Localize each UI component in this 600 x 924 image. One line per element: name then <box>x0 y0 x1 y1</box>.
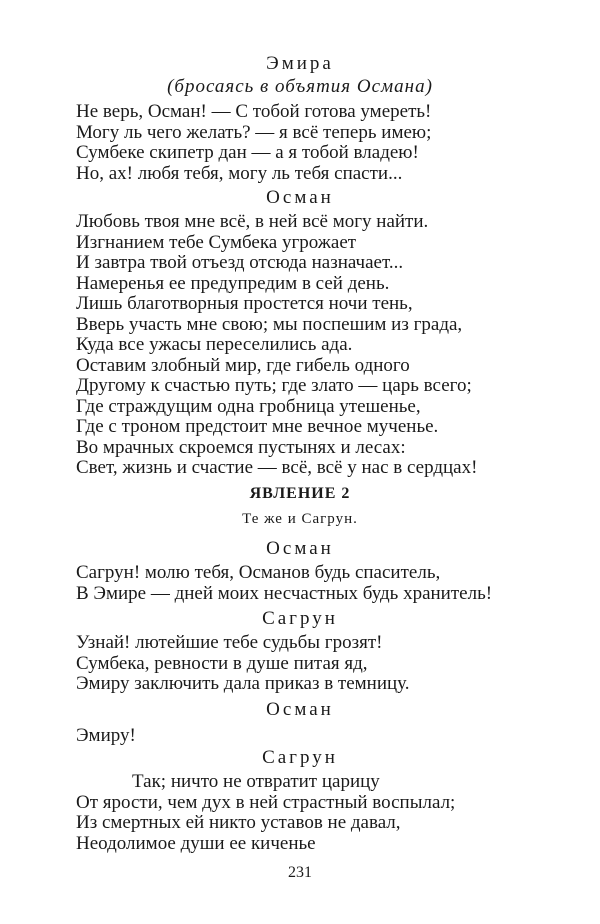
verse-line: Куда все ужасы переселились ада. <box>76 334 353 355</box>
verse-lines <box>0 102 600 184</box>
speaker-name: Эмира <box>266 53 334 74</box>
verse-lines <box>0 772 600 854</box>
verse-line: Оставим злобный мир, где гибель одного <box>76 354 410 376</box>
speaker-name: Осман <box>266 538 334 559</box>
verse-line: В Эмире — дней моих несчастных будь хранитель! <box>76 582 493 604</box>
speech-block-osman <box>0 187 600 479</box>
verse-lines <box>0 633 600 695</box>
verse-lines <box>0 563 600 604</box>
verse-line: Не верь, Осман! — С тобой готова умереть! <box>76 101 432 122</box>
verse-line: Неодолимое души ее киченье <box>76 832 316 854</box>
speech-block-osman-3 <box>0 699 600 747</box>
verse-line: Лишь благотворныя простется ночи тень, <box>76 293 413 314</box>
verse-line: Узнай! лютейшие тебе судьбы грозят! <box>76 632 383 653</box>
scene-heading <box>0 484 600 529</box>
verse-lines <box>0 726 600 747</box>
stage-direction: (бросаясь в объятия Османа) <box>167 76 433 97</box>
verse-line: Где страждущим одна гробница утешенье, <box>76 395 421 417</box>
speaker-name: Осман <box>266 187 334 208</box>
scene-title: ЯВЛЕНИЕ 2 <box>249 485 351 502</box>
verse-line: Намеренья ее предупредим в сей день. <box>76 272 390 294</box>
verse-line: Сумбеке скипетр дан — а я тобой владею! <box>76 142 419 163</box>
speech-block-emira <box>0 53 600 184</box>
speech-block-osman-2 <box>0 538 600 604</box>
verse-line: Эмиру заключить дала приказ в темницу. <box>76 673 410 694</box>
scene-characters: Те же и Сагрун. <box>242 511 358 527</box>
verse-line: Сумбека, ревности в душе питая яд, <box>76 652 368 674</box>
verse-line: И завтра твой отъезд отсюда назначает... <box>76 252 404 273</box>
verse-line: Вверь участь мне свою; мы поспешим из града, <box>76 313 463 335</box>
verse-line: Из смертных ей никто уставов не давал, <box>76 812 401 833</box>
verse-line: Эмиру! <box>76 725 136 746</box>
speaker-name: Осман <box>266 699 334 720</box>
verse-line: Другому к счастью путь; где злато — царь всего; <box>76 375 472 396</box>
verse-line: Так; ничто не отвратит царицу <box>132 771 380 792</box>
verse-line: От ярости, чем дух в ней страстный воспылал; <box>76 791 456 813</box>
verse-line: Во мрачных скроемся пустынях и лесах: <box>76 436 406 458</box>
speaker-name: Сагрун <box>262 747 338 768</box>
verse-line: Но, ах! любя тебя, могу ль тебя спасти... <box>76 162 403 184</box>
verse-line: Любовь твоя мне всё, в ней всё могу найти. <box>76 211 429 232</box>
verse-line: Изгнанием тебе Сумбека угрожает <box>76 231 357 253</box>
verse-lines <box>0 212 600 479</box>
page-number: 231 <box>288 864 312 881</box>
verse-line: Могу ль чего желать? — я всё теперь имею; <box>76 121 432 143</box>
verse-line: Свет, жизнь и счастие — всё, всё у нас в сердцах! <box>76 457 478 478</box>
speech-block-sagrun <box>0 608 600 695</box>
speech-block-sagrun-2 <box>0 747 600 854</box>
speaker-name: Сагрун <box>262 608 338 629</box>
verse-line: Сагрун! молю тебя, Османов будь спаситель, <box>76 562 441 583</box>
verse-line: Где с троном предстоит мне вечное мученье. <box>76 416 439 437</box>
